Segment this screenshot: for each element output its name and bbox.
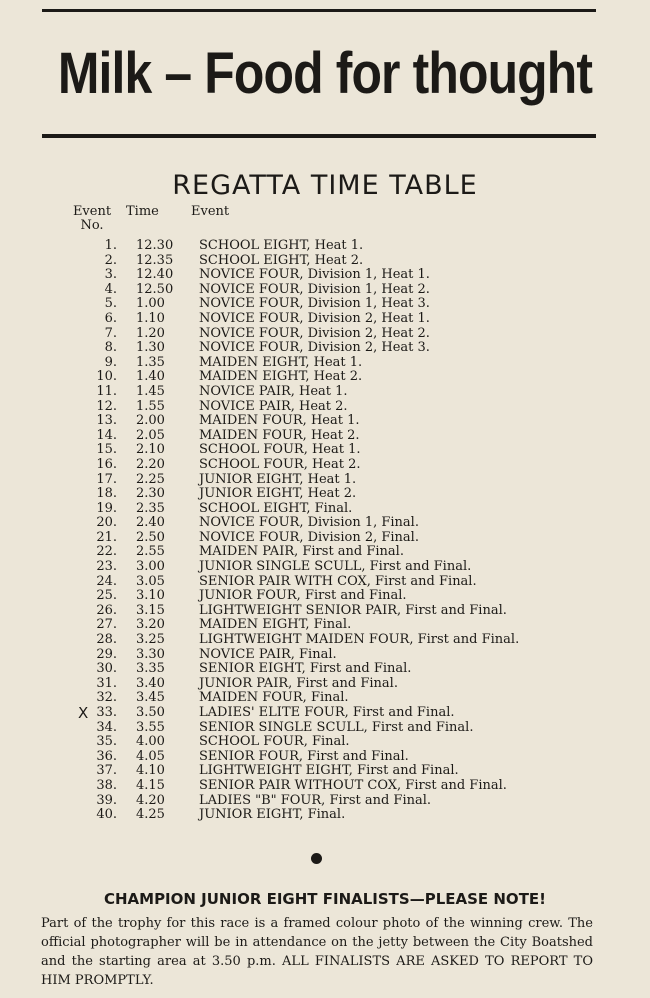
event-name: NOVICE FOUR, Division 1, Heat 1. bbox=[199, 267, 430, 283]
event-time: 4.25 bbox=[136, 807, 165, 823]
event-name: JUNIOR EIGHT, Heat 2. bbox=[199, 486, 357, 502]
table-row bbox=[0, 516, 650, 531]
event-time: 12.50 bbox=[136, 281, 174, 297]
event-name: JUNIOR PAIR, First and Final. bbox=[199, 675, 398, 691]
event-name: LIGHTWEIGHT MAIDEN FOUR, First and Final. bbox=[199, 632, 520, 648]
event-time: 3.15 bbox=[136, 602, 165, 618]
event-name: NOVICE PAIR, Heat 2. bbox=[199, 398, 348, 414]
event-name: LIGHTWEIGHT SENIOR PAIR, First and Final. bbox=[199, 602, 507, 618]
event-name: MAIDEN PAIR, First and Final. bbox=[199, 544, 404, 560]
event-number: 7. bbox=[104, 325, 117, 341]
event-time: 2.55 bbox=[136, 544, 165, 560]
timetable bbox=[0, 239, 650, 823]
event-time: 1.00 bbox=[136, 296, 165, 312]
event-time: 3.45 bbox=[136, 690, 165, 706]
event-time: 3.30 bbox=[136, 646, 165, 662]
table-row bbox=[0, 312, 650, 327]
table-row bbox=[0, 735, 650, 750]
event-name: MAIDEN EIGHT, Heat 1. bbox=[199, 354, 363, 370]
event-number: 6. bbox=[104, 310, 117, 326]
event-time: 1.30 bbox=[136, 340, 165, 356]
event-time: 2.25 bbox=[136, 471, 165, 487]
event-number: 3. bbox=[104, 267, 117, 283]
event-number: 26. bbox=[96, 602, 117, 618]
event-number: 27. bbox=[96, 617, 117, 633]
note-body: Part of the trophy for this race is a framed colour photo of the winning crew. The official photographer will be in attendance on the jetty between the City Boatshed and the starting area at 3.50 p.m. ALL FINALISTS ARE ASKED TO REPORT TO HIM PROMPTLY. bbox=[41, 916, 593, 988]
event-name: SCHOOL FOUR, Heat 1. bbox=[199, 442, 361, 458]
table-row bbox=[0, 385, 650, 400]
column-header-event: Event bbox=[191, 204, 230, 219]
event-name: NOVICE FOUR, Division 2, Heat 1. bbox=[199, 310, 430, 326]
table-row bbox=[0, 239, 650, 254]
event-time: 12.35 bbox=[136, 252, 174, 268]
event-name: NOVICE PAIR, Final. bbox=[199, 646, 337, 662]
event-number: 24. bbox=[96, 573, 117, 589]
event-time: 3.20 bbox=[136, 617, 165, 633]
event-time: 3.35 bbox=[136, 661, 165, 677]
event-number: 5. bbox=[104, 296, 117, 312]
table-row bbox=[0, 356, 650, 371]
event-number: 19. bbox=[96, 500, 117, 516]
event-time: 2.40 bbox=[136, 515, 165, 531]
event-time: 1.40 bbox=[136, 369, 165, 385]
event-name: NOVICE FOUR, Division 2, Heat 3. bbox=[199, 340, 430, 356]
event-name: SCHOOL FOUR, Final. bbox=[199, 734, 350, 750]
event-time: 2.30 bbox=[136, 486, 165, 502]
event-time: 2.05 bbox=[136, 427, 165, 443]
table-row bbox=[0, 633, 650, 648]
column-header-time: Time bbox=[126, 204, 159, 219]
event-number: 38. bbox=[96, 777, 117, 793]
headline-rule bbox=[42, 134, 596, 138]
column-header-event-no: Event No. bbox=[72, 204, 112, 233]
table-row bbox=[0, 662, 650, 677]
top-rule bbox=[42, 9, 596, 12]
event-name: LADIES' ELITE FOUR, First and Final. bbox=[199, 705, 455, 720]
event-time: 1.20 bbox=[136, 325, 165, 341]
event-time: 3.50 bbox=[136, 705, 165, 720]
event-time: 2.50 bbox=[136, 529, 165, 545]
event-time: 3.55 bbox=[136, 719, 165, 735]
table-row bbox=[0, 370, 650, 385]
event-name: JUNIOR SINGLE SCULL, First and Final. bbox=[199, 559, 472, 575]
event-name: NOVICE FOUR, Division 2, Final. bbox=[199, 529, 419, 545]
table-row bbox=[0, 808, 650, 823]
table-row bbox=[0, 764, 650, 779]
event-number: 29. bbox=[96, 646, 117, 662]
table-row bbox=[0, 502, 650, 517]
event-time: 3.00 bbox=[136, 559, 165, 575]
event-time: 4.05 bbox=[136, 748, 165, 764]
table-row bbox=[0, 721, 650, 736]
event-time: 1.35 bbox=[136, 354, 165, 370]
event-name: SCHOOL EIGHT, Heat 1. bbox=[199, 238, 364, 253]
event-name: JUNIOR FOUR, First and Final. bbox=[199, 588, 407, 604]
table-row bbox=[0, 706, 650, 721]
event-time: 1.10 bbox=[136, 310, 165, 326]
event-time: 2.00 bbox=[136, 413, 165, 429]
event-name: MAIDEN FOUR, Heat 1. bbox=[199, 413, 360, 429]
event-name: NOVICE FOUR, Division 1, Heat 2. bbox=[199, 281, 430, 297]
event-time: 3.25 bbox=[136, 632, 165, 648]
table-row bbox=[0, 677, 650, 692]
event-time: 4.20 bbox=[136, 792, 165, 808]
event-time: 4.10 bbox=[136, 763, 165, 779]
table-row bbox=[0, 750, 650, 765]
table-row bbox=[0, 691, 650, 706]
event-number: 9. bbox=[104, 354, 117, 370]
event-number: 32. bbox=[96, 690, 117, 706]
event-number: 14. bbox=[96, 427, 117, 443]
table-row bbox=[0, 560, 650, 575]
table-row bbox=[0, 545, 650, 560]
event-number: 30. bbox=[96, 661, 117, 677]
table-row bbox=[0, 487, 650, 502]
event-number: 25. bbox=[96, 588, 117, 604]
headline: Milk – Food for thought bbox=[57, 41, 593, 106]
table-row bbox=[0, 779, 650, 794]
event-number: 21. bbox=[96, 529, 117, 545]
event-number: 16. bbox=[96, 456, 117, 472]
event-number: 34. bbox=[96, 719, 117, 735]
event-number: 11. bbox=[96, 383, 117, 399]
event-name: MAIDEN EIGHT, Final. bbox=[199, 617, 352, 633]
event-number: 10. bbox=[96, 369, 117, 385]
table-row bbox=[0, 618, 650, 633]
table-row bbox=[0, 283, 650, 298]
table-row bbox=[0, 443, 650, 458]
event-number: 22. bbox=[96, 544, 117, 560]
event-number: 37. bbox=[96, 763, 117, 779]
event-number: 31. bbox=[96, 675, 117, 691]
event-number: 4. bbox=[104, 281, 117, 297]
table-row bbox=[0, 473, 650, 488]
event-time: 12.40 bbox=[136, 267, 174, 283]
event-number: 12. bbox=[96, 398, 117, 414]
event-time: 3.40 bbox=[136, 675, 165, 691]
table-row bbox=[0, 648, 650, 663]
table-row bbox=[0, 429, 650, 444]
event-number: 15. bbox=[96, 442, 117, 458]
table-row bbox=[0, 268, 650, 283]
table-row bbox=[0, 254, 650, 269]
event-name: LADIES "B" FOUR, First and Final. bbox=[199, 792, 432, 808]
table-row bbox=[0, 575, 650, 590]
event-name: JUNIOR EIGHT, Final. bbox=[199, 807, 346, 823]
event-time: 4.15 bbox=[136, 777, 165, 793]
event-name: SCHOOL EIGHT, Final. bbox=[199, 500, 353, 516]
event-number: 17. bbox=[96, 471, 117, 487]
event-name: JUNIOR EIGHT, Heat 1. bbox=[199, 471, 357, 487]
table-row bbox=[0, 297, 650, 312]
event-number: 20. bbox=[96, 515, 117, 531]
event-name: NOVICE FOUR, Division 1, Heat 3. bbox=[199, 296, 430, 312]
event-number: 28. bbox=[96, 632, 117, 648]
event-name: MAIDEN EIGHT, Heat 2. bbox=[199, 369, 363, 385]
event-number: 35. bbox=[96, 734, 117, 750]
table-row bbox=[0, 400, 650, 415]
event-number: 36. bbox=[96, 748, 117, 764]
event-number: 18. bbox=[96, 486, 117, 502]
event-number: 23. bbox=[96, 559, 117, 575]
event-time: 3.10 bbox=[136, 588, 165, 604]
event-number: 1. bbox=[104, 238, 117, 253]
table-row bbox=[0, 531, 650, 546]
event-name: NOVICE FOUR, Division 1, Final. bbox=[199, 515, 419, 531]
event-time: 2.10 bbox=[136, 442, 165, 458]
table-row bbox=[0, 327, 650, 342]
event-name: SCHOOL EIGHT, Heat 2. bbox=[199, 252, 364, 268]
event-name: SENIOR FOUR, First and Final. bbox=[199, 748, 409, 764]
event-number: 39. bbox=[96, 792, 117, 808]
event-name: MAIDEN FOUR, Final. bbox=[199, 690, 349, 706]
event-time: 1.45 bbox=[136, 383, 165, 399]
event-number: 40. bbox=[96, 807, 117, 823]
event-number: 2. bbox=[104, 252, 117, 268]
event-number: 33. bbox=[96, 705, 117, 720]
table-row bbox=[0, 458, 650, 473]
event-name: SENIOR PAIR WITH COX, First and Final. bbox=[199, 573, 477, 589]
event-name: SCHOOL FOUR, Heat 2. bbox=[199, 456, 361, 472]
page-title: REGATTA TIME TABLE bbox=[172, 170, 478, 201]
event-name: SENIOR PAIR WITHOUT COX, First and Final. bbox=[199, 777, 507, 793]
event-name: LIGHTWEIGHT EIGHT, First and Final. bbox=[199, 763, 459, 779]
event-name: MAIDEN FOUR, Heat 2. bbox=[199, 427, 360, 443]
event-time: 12.30 bbox=[136, 238, 174, 253]
bullet-dot bbox=[311, 853, 322, 864]
table-row bbox=[0, 589, 650, 604]
event-time: 2.20 bbox=[136, 456, 165, 472]
table-row bbox=[0, 604, 650, 619]
event-number: 8. bbox=[104, 340, 117, 356]
table-row bbox=[0, 414, 650, 429]
event-time: 2.35 bbox=[136, 500, 165, 516]
event-name: SENIOR EIGHT, First and Final. bbox=[199, 661, 412, 677]
event-name: SENIOR SINGLE SCULL, First and Final. bbox=[199, 719, 474, 735]
note-title: CHAMPION JUNIOR EIGHT FINALISTS—PLEASE NOTE! bbox=[103, 890, 547, 908]
handwritten-x-mark: X bbox=[78, 704, 89, 722]
table-row bbox=[0, 794, 650, 809]
event-time: 1.55 bbox=[136, 398, 165, 414]
event-time: 4.00 bbox=[136, 734, 165, 750]
event-number: 13. bbox=[96, 413, 117, 429]
table-row bbox=[0, 341, 650, 356]
event-name: NOVICE FOUR, Division 2, Heat 2. bbox=[199, 325, 430, 341]
event-time: 3.05 bbox=[136, 573, 165, 589]
event-name: NOVICE PAIR, Heat 1. bbox=[199, 383, 348, 399]
